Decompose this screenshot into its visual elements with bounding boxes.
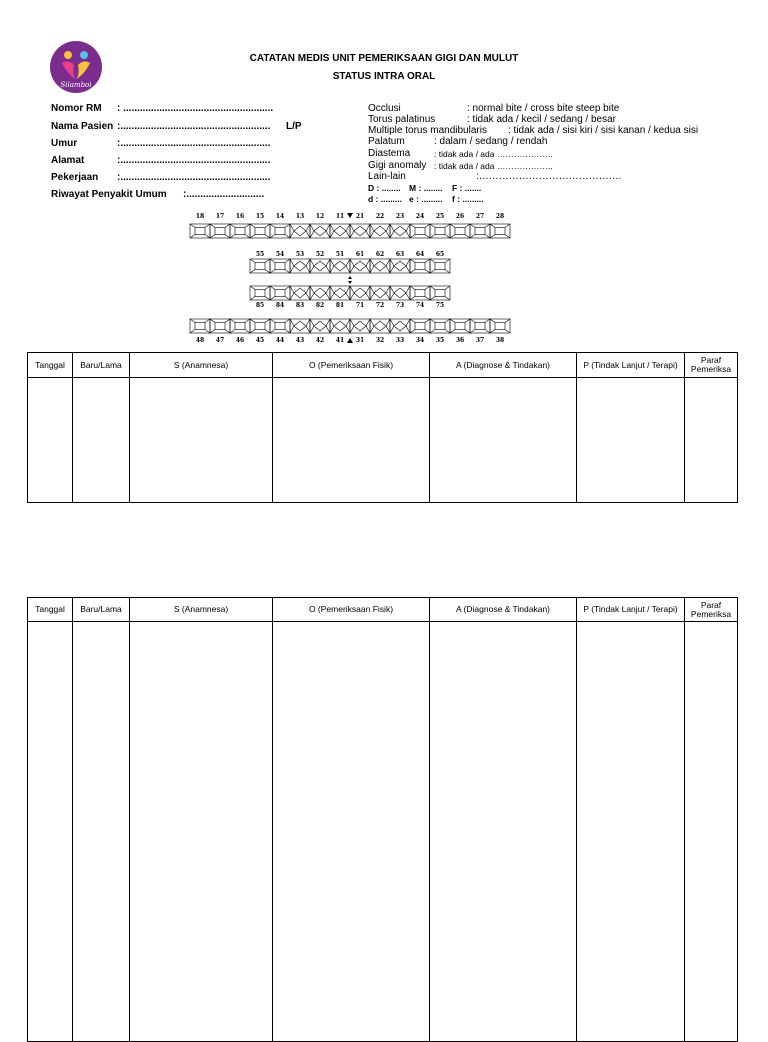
tooth-48[interactable] [190, 319, 210, 333]
tooth-number: 18 [195, 213, 205, 220]
dmf-upper-d[interactable]: D : ........ [368, 183, 401, 193]
field-label-pekerjaan: Pekerjaan [51, 172, 99, 183]
tooth-36[interactable] [450, 319, 470, 333]
cell-tindak-lanjut[interactable] [577, 378, 685, 503]
tooth-75[interactable] [430, 286, 450, 300]
tooth-number: 12 [315, 213, 325, 220]
intra-lain-value[interactable]: :……………………………………. [476, 171, 622, 182]
tooth-number: 33 [395, 337, 405, 344]
intra-torus-value[interactable]: : tidak ada / kecil / sedang / besar [467, 114, 616, 125]
intra-diastema-value[interactable]: : tidak ada / ada ……………….. [434, 149, 553, 159]
gender-field[interactable]: L/P [286, 121, 302, 132]
tooth-11[interactable] [330, 224, 350, 238]
tooth-63[interactable] [390, 259, 410, 273]
tooth-84[interactable] [270, 286, 290, 300]
tooth-number: 38 [495, 337, 505, 344]
tooth-number: 48 [195, 337, 205, 344]
intra-anomaly-label: Gigi anomaly [368, 160, 427, 171]
tooth-41[interactable] [330, 319, 350, 333]
tooth-52[interactable] [310, 259, 330, 273]
tooth-22[interactable] [370, 224, 390, 238]
header-paraf: Paraf Pemeriksa [685, 353, 738, 378]
cell-paraf[interactable] [685, 378, 738, 503]
header-paraf: Paraf Pemeriksa [685, 598, 738, 622]
cell-tanggal[interactable] [28, 622, 73, 1042]
form-title: CATATAN MEDIS UNIT PEMERIKSAAN GIGI DAN MULUT [249, 53, 519, 64]
tooth-17[interactable] [210, 224, 230, 238]
header-tanggal: Tanggal [28, 353, 73, 378]
tooth-62[interactable] [370, 259, 390, 273]
cell-tanggal[interactable] [28, 378, 73, 503]
tooth-number: 52 [315, 251, 325, 258]
field-value-alamat[interactable]: :...................................................... [117, 155, 271, 166]
tooth-number: 44 [275, 337, 285, 344]
field-label-nomor-rm: Nomor RM [51, 103, 102, 114]
intra-multiple-torus-label: Multiple torus mandibularis [368, 125, 487, 136]
intra-palatum-value[interactable]: : dalam / sedang / rendah [434, 136, 548, 147]
field-label-riwayat: Riwayat Penyakit Umum [51, 189, 167, 200]
tooth-81[interactable] [330, 286, 350, 300]
cell-diagnose[interactable] [430, 378, 577, 503]
tooth-26[interactable] [450, 224, 470, 238]
header-anamnesa: S (Anamnesa) [130, 353, 273, 378]
tooth-number: 22 [375, 213, 385, 220]
tooth-72[interactable] [370, 286, 390, 300]
tooth-14[interactable] [270, 224, 290, 238]
tooth-32[interactable] [370, 319, 390, 333]
soap-table-2 [27, 597, 738, 1042]
tooth-number: 32 [375, 337, 385, 344]
field-label-umur: Umur [51, 138, 78, 149]
header-tindak-lanjut: P (Tindak Lanjut / Terapi) [577, 598, 685, 622]
tooth-number: 65 [435, 251, 445, 258]
tooth-25[interactable] [430, 224, 450, 238]
tooth-number: 36 [455, 337, 465, 344]
tooth-number: 34 [415, 337, 425, 344]
tooth-16[interactable] [230, 224, 250, 238]
tooth-number: 75 [435, 302, 445, 309]
clinic-logo [50, 41, 102, 93]
field-value-riwayat[interactable]: :............................ [183, 189, 265, 200]
tooth-13[interactable] [290, 224, 310, 238]
tooth-number: 74 [415, 302, 425, 309]
midline-down-icon [347, 213, 353, 218]
tooth-number: 31 [355, 337, 365, 344]
tooth-number: 55 [255, 251, 265, 258]
tooth-number: 21 [355, 213, 365, 220]
midline-up-icon [347, 338, 353, 343]
tooth-83[interactable] [290, 286, 310, 300]
cell-anamnesa[interactable] [130, 378, 273, 503]
odontogram [0, 200, 768, 348]
midline-down-small-icon [348, 281, 352, 284]
tooth-number: 82 [315, 302, 325, 309]
tooth-number: 62 [375, 251, 385, 258]
tooth-46[interactable] [230, 319, 250, 333]
tooth-38[interactable] [490, 319, 510, 333]
tooth-61[interactable] [350, 259, 370, 273]
table-row [28, 378, 738, 503]
tooth-47[interactable] [210, 319, 230, 333]
intra-diastema-label: Diastema [368, 148, 411, 159]
tooth-15[interactable] [250, 224, 270, 238]
tooth-number: 28 [495, 213, 505, 220]
intra-multiple-torus-value[interactable]: : tidak ada / sisi kiri / sisi kanan / kedua sisi [508, 125, 699, 136]
tooth-number: 54 [275, 251, 285, 258]
tooth-number: 47 [215, 337, 225, 344]
tooth-35[interactable] [430, 319, 450, 333]
tooth-54[interactable] [270, 259, 290, 273]
header-diagnose: A (Diagnose & Tindakan) [430, 598, 577, 622]
tooth-43[interactable] [290, 319, 310, 333]
dmf-lower-f[interactable]: f : ......... [452, 194, 484, 204]
tooth-number: 14 [275, 213, 285, 220]
intra-occlusi-value[interactable]: : normal bite / cross bite steep bite [467, 103, 620, 114]
dmf-lower-d[interactable]: d : ......... [368, 194, 402, 204]
field-value-pekerjaan[interactable]: :...................................................... [117, 172, 271, 183]
tooth-51[interactable] [330, 259, 350, 273]
header-tanggal: Tanggal [28, 598, 73, 622]
field-value-nomor-rm[interactable]: : ...................................................... [117, 103, 274, 114]
tooth-number: 61 [355, 251, 365, 258]
tooth-number: 64 [415, 251, 425, 258]
tooth-number: 27 [475, 213, 485, 220]
tooth-number: 83 [295, 302, 305, 309]
intra-torus-label: Torus palatinus [368, 114, 436, 125]
tooth-number: 15 [255, 213, 265, 220]
tooth-21[interactable] [350, 224, 370, 238]
tooth-number: 11 [335, 213, 345, 220]
header-tindak-lanjut: P (Tindak Lanjut / Terapi) [577, 353, 685, 378]
field-label-nama-pasien: Nama Pasien [51, 121, 114, 132]
midline-up-small-icon [348, 276, 352, 279]
tooth-71[interactable] [350, 286, 370, 300]
tooth-number: 73 [395, 302, 405, 309]
tooth-number: 24 [415, 213, 425, 220]
logo-text: Silamboi [60, 81, 92, 89]
tooth-number: 51 [335, 251, 345, 258]
tooth-number: 25 [435, 213, 445, 220]
header-pemeriksaan-fisik: O (Pemeriksaan Fisik) [273, 353, 430, 378]
tooth-34[interactable] [410, 319, 430, 333]
tooth-73[interactable] [390, 286, 410, 300]
cell-paraf[interactable] [685, 622, 738, 1042]
intra-anomaly-value[interactable]: : tidak ada / ada ……………….. [434, 161, 553, 171]
tooth-74[interactable] [410, 286, 430, 300]
cell-diagnose[interactable] [430, 622, 577, 1042]
cell-baru-lama[interactable] [73, 378, 130, 503]
tooth-number: 17 [215, 213, 225, 220]
tooth-42[interactable] [310, 319, 330, 333]
header-anamnesa: S (Anamnesa) [130, 598, 273, 622]
tooth-number: 72 [375, 302, 385, 309]
tooth-53[interactable] [290, 259, 310, 273]
tooth-33[interactable] [390, 319, 410, 333]
tooth-37[interactable] [470, 319, 490, 333]
tooth-number: 26 [455, 213, 465, 220]
tooth-82[interactable] [310, 286, 330, 300]
tooth-18[interactable] [190, 224, 210, 238]
tooth-45[interactable] [250, 319, 270, 333]
table-row [28, 622, 738, 1042]
tooth-number: 85 [255, 302, 265, 309]
intra-occlusi-label: Occlusi [368, 103, 401, 114]
tooth-number: 45 [255, 337, 265, 344]
intra-lain-label: Lain-lain [368, 171, 406, 182]
header-baru-lama: Baru/Lama [73, 353, 130, 378]
tooth-number: 23 [395, 213, 405, 220]
tooth-44[interactable] [270, 319, 290, 333]
tooth-number: 53 [295, 251, 305, 258]
tooth-number: 37 [475, 337, 485, 344]
tooth-number: 35 [435, 337, 445, 344]
tooth-23[interactable] [390, 224, 410, 238]
tooth-number: 71 [355, 302, 365, 309]
field-value-umur[interactable]: :...................................................... [117, 138, 271, 149]
field-value-nama-pasien[interactable]: :...................................................... [117, 121, 271, 132]
tooth-number: 42 [315, 337, 325, 344]
header-pemeriksaan-fisik: O (Pemeriksaan Fisik) [273, 598, 430, 622]
tooth-27[interactable] [470, 224, 490, 238]
header-diagnose: A (Diagnose & Tindakan) [430, 353, 577, 378]
tooth-55[interactable] [250, 259, 270, 273]
tooth-85[interactable] [250, 286, 270, 300]
tooth-28[interactable] [490, 224, 510, 238]
cell-baru-lama[interactable] [73, 622, 130, 1042]
tooth-24[interactable] [410, 224, 430, 238]
cell-tindak-lanjut[interactable] [577, 622, 685, 1042]
dmf-upper-m[interactable]: M : ........ [409, 183, 443, 193]
tooth-number: 46 [235, 337, 245, 344]
tooth-number: 43 [295, 337, 305, 344]
form-subtitle: STATUS INTRA ORAL [332, 71, 436, 82]
tooth-12[interactable] [310, 224, 330, 238]
tooth-number: 16 [235, 213, 245, 220]
tooth-number: 84 [275, 302, 285, 309]
tooth-number: 13 [295, 213, 305, 220]
cell-pemeriksaan-fisik[interactable] [273, 378, 430, 503]
tooth-number: 81 [335, 302, 345, 309]
header-baru-lama: Baru/Lama [73, 598, 130, 622]
cell-anamnesa[interactable] [130, 622, 273, 1042]
cell-pemeriksaan-fisik[interactable] [273, 622, 430, 1042]
dmf-upper-f[interactable]: F : ....... [452, 183, 482, 193]
tooth-65[interactable] [430, 259, 450, 273]
tooth-31[interactable] [350, 319, 370, 333]
tooth-number: 63 [395, 251, 405, 258]
dmf-lower-e[interactable]: e : ......... [409, 194, 443, 204]
intra-palatum-label: Palatum [368, 136, 405, 147]
soap-table-1 [27, 352, 738, 503]
tooth-number: 41 [335, 337, 345, 344]
tooth-64[interactable] [410, 259, 430, 273]
field-label-alamat: Alamat [51, 155, 85, 166]
